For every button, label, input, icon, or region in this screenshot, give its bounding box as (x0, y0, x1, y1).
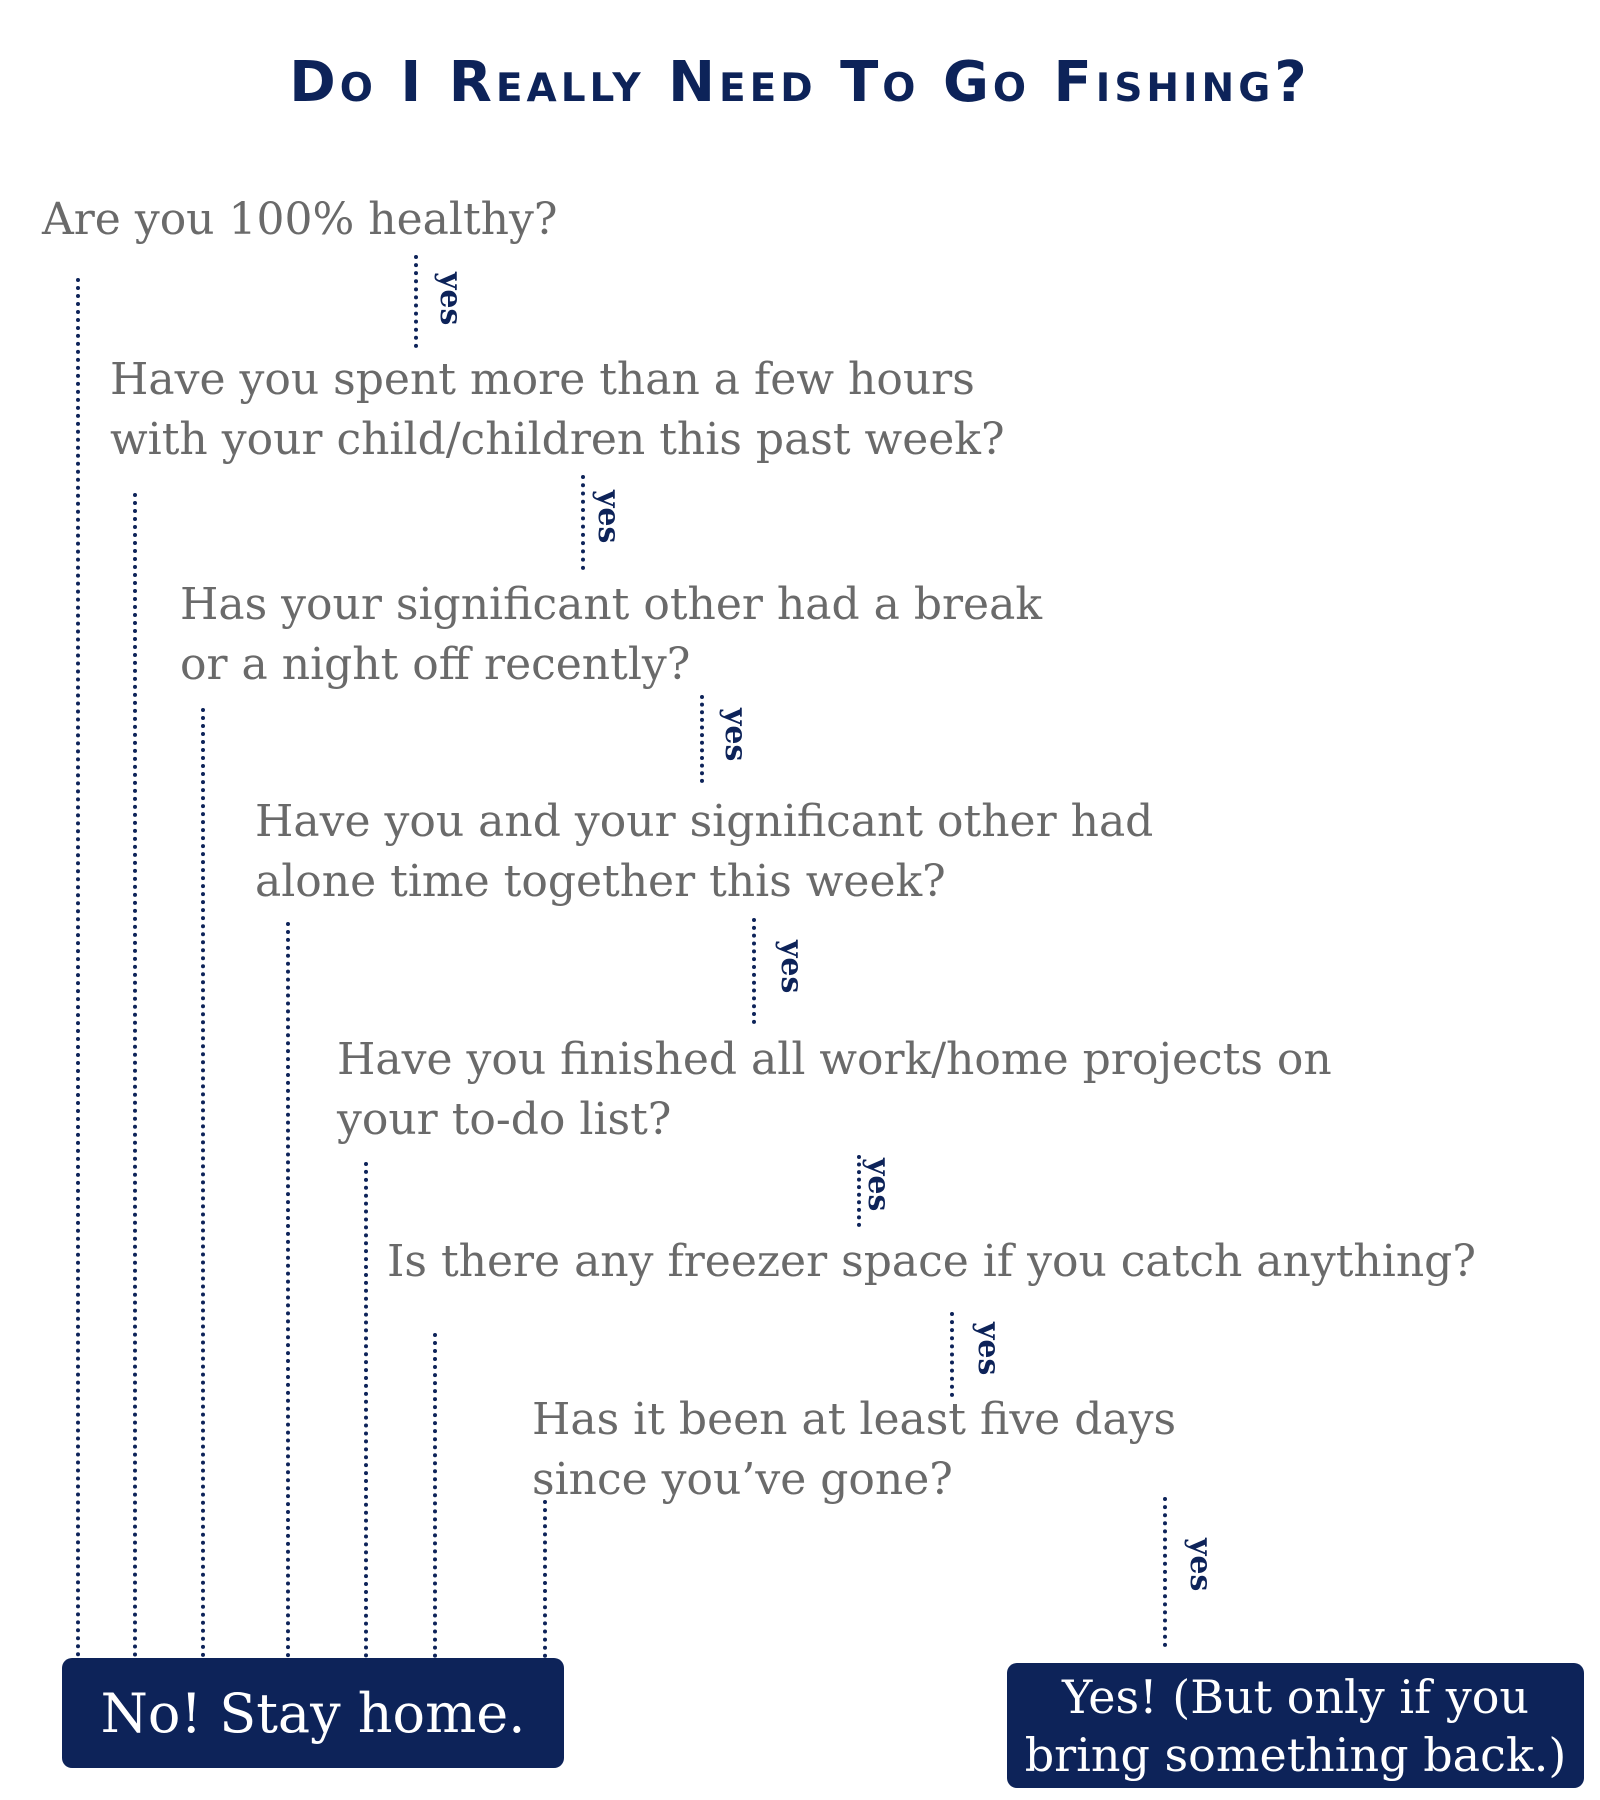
no-connector (364, 1162, 368, 1658)
question-line: your to-do list? (337, 1094, 672, 1145)
outcome-yes-line: bring something back.) (1024, 1727, 1567, 1782)
outcome-yes-line: Yes! (But only if you (1061, 1669, 1530, 1724)
yes-label: yes (774, 940, 809, 994)
question-line: Has it been at least five days (532, 1394, 1177, 1445)
question-line: or a night off recently? (180, 639, 691, 690)
question-line: Has your significant other had a break (180, 579, 1042, 630)
no-connector (286, 922, 290, 1658)
question-freezer (387, 1232, 1476, 1292)
question-line: Have you spent more than a few hours (110, 354, 975, 405)
yes-label: yes (861, 1158, 896, 1212)
question-line: Are you 100% healthy? (42, 194, 558, 245)
question-line: alone time together this week? (255, 856, 946, 907)
yes-label: yes (718, 708, 753, 762)
no-connector (433, 1333, 437, 1658)
outcome-yes-box (1007, 1663, 1584, 1788)
question-children (110, 350, 1005, 470)
question-healthy (42, 190, 557, 250)
question-line: Is there any freezer space if you catch anything? (387, 1236, 1476, 1287)
question-alone-time (255, 792, 1153, 912)
question-partner-break (180, 575, 1042, 695)
question-line: with your child/children this past week? (110, 414, 1005, 465)
page-title: Do I Really Need To Go Fishing? (289, 50, 1311, 115)
no-connector (133, 493, 137, 1658)
yes-connector (950, 1312, 954, 1397)
yes-label: yes (433, 272, 468, 326)
question-line: Have you and your significant other had (255, 796, 1154, 847)
yes-connector (414, 255, 418, 348)
no-connector (76, 278, 80, 1658)
no-connector (201, 708, 205, 1658)
yes-connector (700, 695, 704, 783)
yes-label: yes (591, 490, 626, 544)
question-five-days (532, 1390, 1176, 1510)
question-line: Have you finished all work/home projects on (337, 1034, 1332, 1085)
question-projects (337, 1030, 1332, 1150)
no-connector (543, 1500, 547, 1658)
outcome-no-box (62, 1658, 564, 1768)
outcome-no-text: No! Stay home. (100, 1681, 526, 1745)
yes-connector (752, 918, 756, 1024)
yes-label: yes (971, 1322, 1006, 1376)
yes-connector (581, 475, 585, 570)
yes-connector (1163, 1497, 1167, 1647)
yes-label: yes (1183, 1538, 1218, 1592)
question-line: since you’ve gone? (532, 1454, 953, 1505)
